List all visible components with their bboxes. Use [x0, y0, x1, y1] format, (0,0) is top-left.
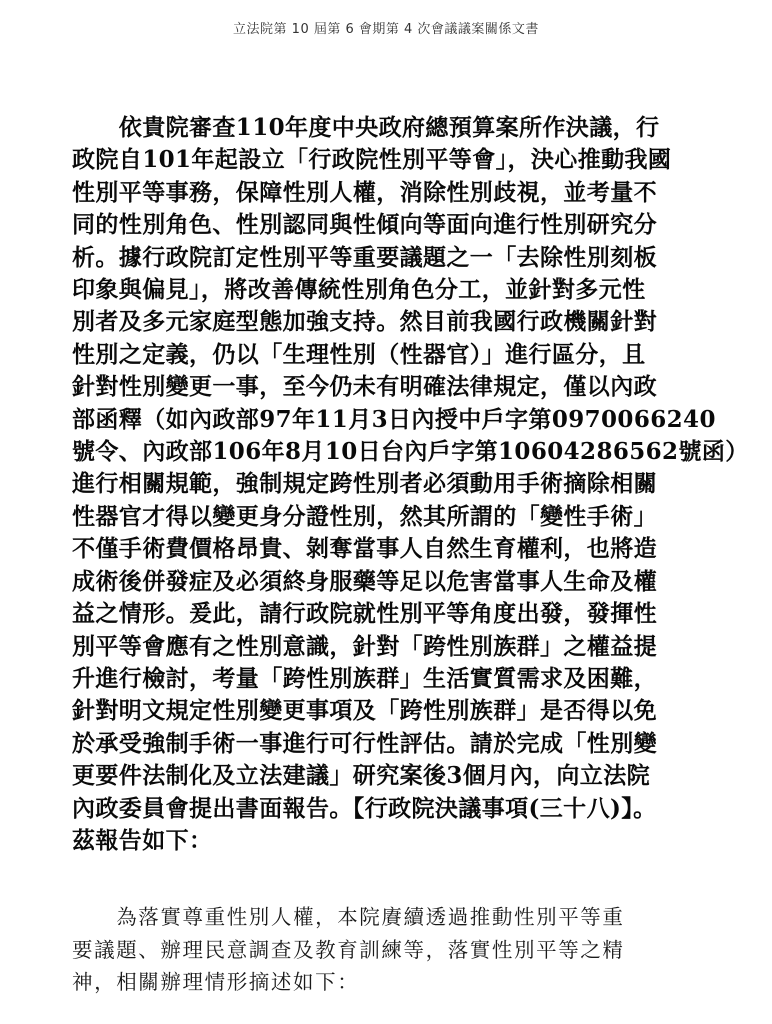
resolution-line: 性別之定義，仍以「生理性別（性器官）」進行區分，且	[72, 340, 646, 368]
resolution-line: 進行相關規範，強制規定跨性別者必須動用手術摘除相關	[72, 470, 657, 498]
report-paragraph	[72, 901, 702, 999]
resolution-line: 升進行檢討，考量「跨性別族群」生活實質需求及困難，	[72, 664, 657, 692]
report-line: 要議題、辦理民意調查及教育訓練等，落實性別平等之精	[72, 937, 625, 962]
report-line: 神，相關辦理情形摘述如下：	[72, 970, 360, 994]
report-line: 為落實尊重性別人權，本院賡續透過推動性別平等重	[72, 905, 625, 929]
resolution-line: 依貴院審查110年度中央政府總預算案所作決議，行	[72, 114, 660, 141]
resolution-line: 針對明文規定性別變更事項及「跨性別族群」是否得以免	[72, 697, 657, 725]
running-header: 立法院第 10 屆第 6 會期第 4 次會議議案關係文書	[233, 22, 539, 37]
resolution-line: 性別平等事務，保障性別人權，消除性別歧視，並考量不	[72, 178, 657, 206]
resolution-line: 針對性別變更一事，至今仍未有明確法律規定，僅以內政	[72, 373, 657, 401]
resolution-line: 別者及多元家庭型態加強支持。然目前我國行政機關針對	[72, 308, 657, 336]
resolution-line: 部函釋（如內政部97年11月3日內授中戶字第0970066240	[72, 405, 716, 433]
resolution-line: 同的性別角色、性別認同與性傾向等面向進行性別研究分	[72, 211, 657, 239]
resolution-line: 於承受強制手術一事進行可行性評估。請於完成「性別變	[72, 729, 657, 757]
resolution-paragraph	[72, 112, 749, 857]
resolution-line: 內政委員會提出書面報告。【行政院決議事項(三十八)】。	[72, 794, 657, 822]
resolution-line: 茲報告如下：	[72, 826, 213, 854]
resolution-line: 不僅手術費價格昂貴、剝奪當事人自然生育權利，也將造	[72, 535, 657, 563]
resolution-line: 成術後併發症及必須終身服藥等足以危害當事人生命及權	[72, 567, 657, 595]
resolution-line: 政院自101年起設立「行政院性別平等會」，決心推動我國	[72, 146, 672, 174]
resolution-line: 性器官才得以變更身分證性別，然其所謂的「變性手術」	[72, 502, 657, 530]
resolution-line: 益之情形。爰此，請行政院就性別平等角度出發，發揮性	[72, 600, 657, 628]
resolution-line: 別平等會應有之性別意識，針對「跨性別族群」之權益提	[72, 632, 657, 660]
resolution-line: 印象與偏見」，將改善傳統性別角色分工，並針對多元性	[72, 276, 646, 304]
resolution-line: 號令、內政部106年8月10日台內戶字第10604286562號函）	[72, 438, 749, 466]
resolution-line: 析。據行政院訂定性別平等重要議題之一「去除性別刻板	[72, 243, 657, 271]
resolution-line: 更要件法制化及立法建議」研究案後3個月內，向立法院	[72, 762, 651, 790]
